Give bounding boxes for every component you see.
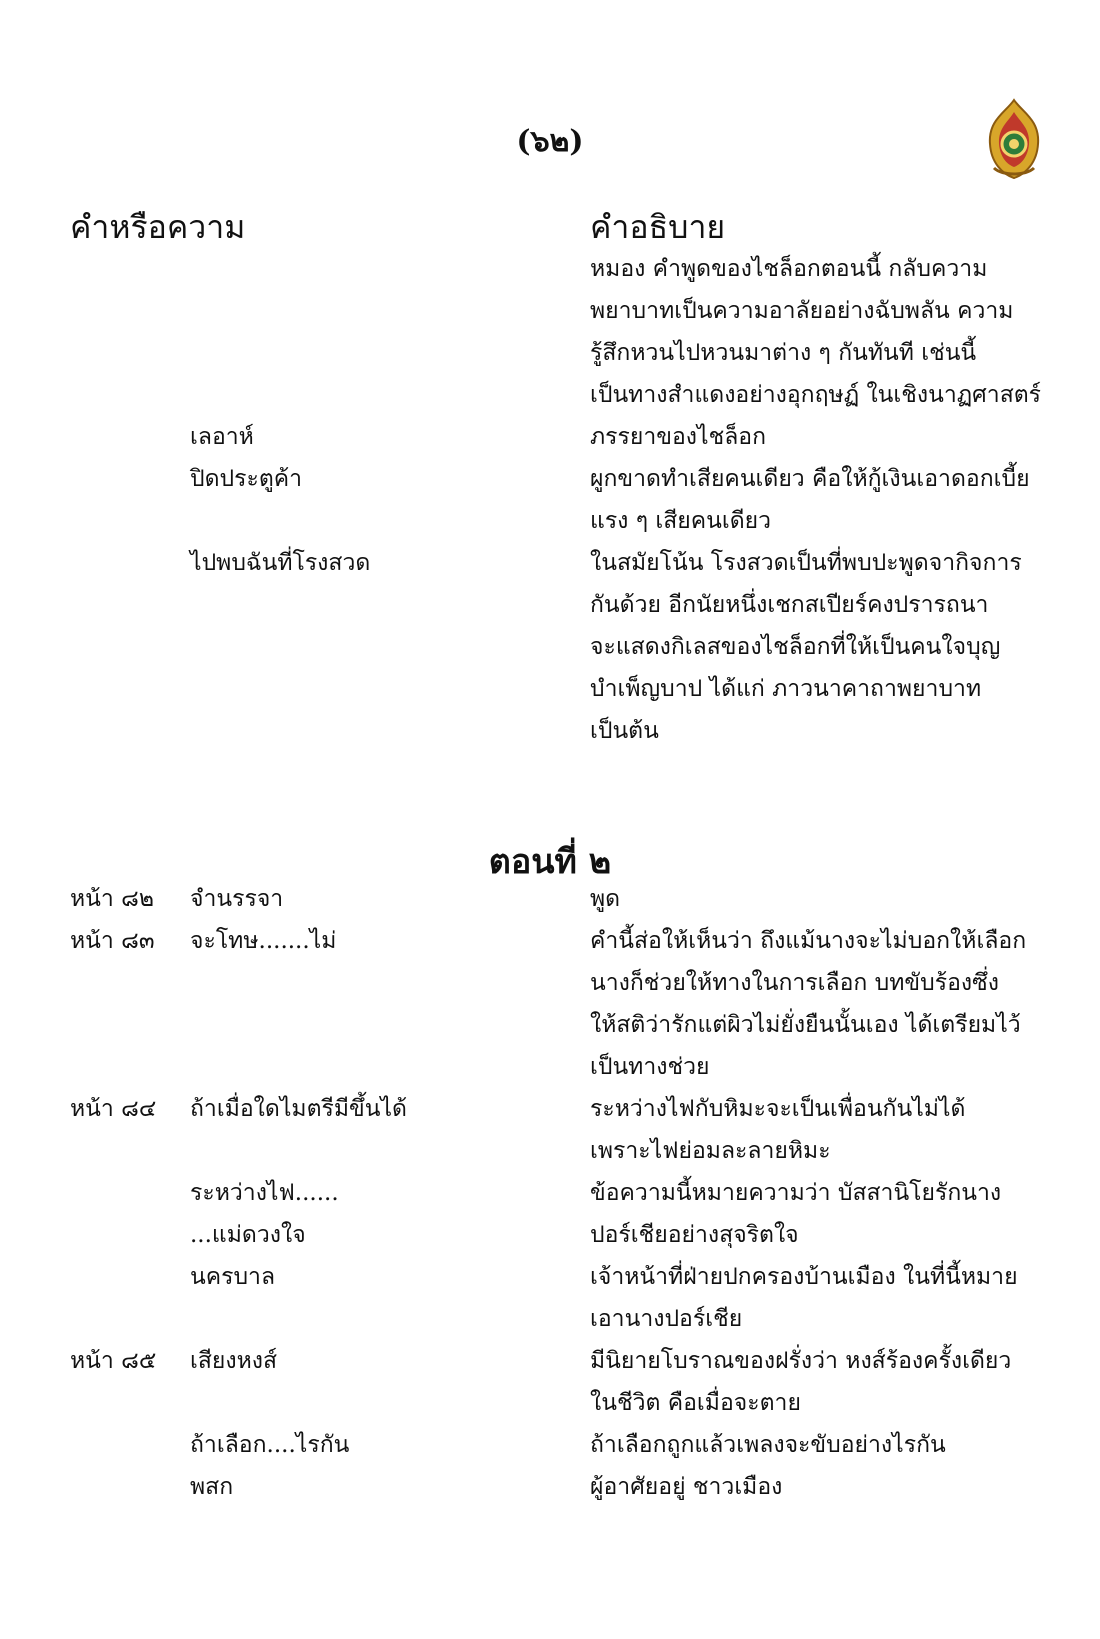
explanation-line: ระหว่างไฟกับหิมะจะเป็นเพื่อนกันไม่ได้ [590,1096,966,1122]
explanation-line: เป็นทางสำแดงอย่างอุกฤษฏ์ ในเชิงนาฏศาสตร์ [590,382,1042,408]
term: ปิดประตูค้า [190,466,303,492]
page-reference: หน้า ๘๒ [70,886,155,912]
explanation-line: ในชีวิต คือเมื่อจะตาย [590,1390,801,1416]
explanation-line: เพราะไฟย่อมละลายหิมะ [590,1138,831,1164]
explanation-line: พยาบาทเป็นความอาลัยอย่างฉับพลัน ความ [590,298,1014,324]
term: พสก [190,1474,234,1500]
explanation-line: บำเพ็ญบาป ได้แก่ ภาวนาคาถาพยาบาท [590,676,982,702]
explanation-line: กันด้วย อีกนัยหนึ่งเชกสเปียร์คงปรารถนา [590,592,989,618]
explanation-line: ในสมัยโน้น โรงสวดเป็นที่พบปะพูดจากิจการ [590,550,1022,576]
explanation-line: ปอร์เชียอย่างสุจริตใจ [590,1222,799,1248]
explanation-line: ภรรยาของไชล็อก [590,424,767,450]
explanation-line: ถ้าเลือกถูกแล้วเพลงจะขับอย่างไรกัน [590,1432,946,1458]
term: เสียงหงส์ [190,1348,278,1374]
explanation-line: พูด [590,886,621,912]
page-reference: หน้า ๘๔ [70,1096,157,1122]
ministry-emblem-icon [982,98,1046,180]
explanation-line: นางก็ช่วยให้ทางในการเลือก บทขับร้องซึ่ง [590,970,999,996]
explanation-line: คำนี้ส่อให้เห็นว่า ถึงแม้นางจะไม่บอกให้เลือก [590,928,1027,954]
page-reference: หน้า ๘๓ [70,928,155,954]
explanation-line: เอานางปอร์เชีย [590,1306,743,1332]
term: ระหว่างไฟ...... [190,1180,339,1206]
explanation-line: เป็นต้น [590,718,659,744]
explanation-line: ให้สติว่ารักแต่ผิวไม่ยั่งยืนนั้นเอง ได้เตรียมไว้ [590,1012,1021,1038]
term: นครบาล [190,1264,276,1290]
section-title: ตอนที่ ๒ [488,842,612,882]
explanation-line: ข้อความนี้หมายความว่า บัสสานิโยรักนาง [590,1180,1002,1206]
term: ...แม่ดวงใจ [190,1222,306,1248]
page-number: (๖๒) [516,124,584,159]
explanation-line: ผู้อาศัยอยู่ ชาวเมือง [590,1474,783,1500]
explanation-line: หมอง คำพูดของไชล็อกตอนนี้ กลับความ [590,256,988,282]
explanation-line: ผูกขาดทำเสียคนเดียว คือให้กู้เงินเอาดอกเบี้ย [590,466,1030,492]
explanation-line: มีนิยายโบราณของฝรั่งว่า หงส์ร้องครั้งเดียว [590,1348,1012,1374]
term: จะโทษ.......ไม่ [190,928,337,954]
term: เลอาห์ [190,424,254,450]
column-heading-explanation: คำอธิบาย [590,208,726,246]
explanation-line: รู้สึกหวนไปหวนมาต่าง ๆ กันทันที เช่นนี้ [590,340,977,366]
page-reference: หน้า ๘๕ [70,1348,157,1374]
term: ถ้าเลือก....ไรกัน [190,1432,350,1458]
explanation-line: แรง ๆ เสียคนเดียว [590,508,772,534]
explanation-line: เป็นทางช่วย [590,1054,710,1080]
term: ไปพบฉันที่โรงสวด [190,550,371,576]
explanation-line: จะแสดงกิเลสของไชล็อกที่ให้เป็นคนใจบุญ [590,634,1001,660]
column-heading-term: คำหรือความ [70,208,246,246]
term: จำนรรจา [190,886,284,912]
term: ถ้าเมื่อใดไมตรีมีขึ้นได้ [190,1096,407,1122]
explanation-line: เจ้าหน้าที่ฝ่ายปกครองบ้านเมือง ในที่นี้หมาย [590,1264,1018,1290]
